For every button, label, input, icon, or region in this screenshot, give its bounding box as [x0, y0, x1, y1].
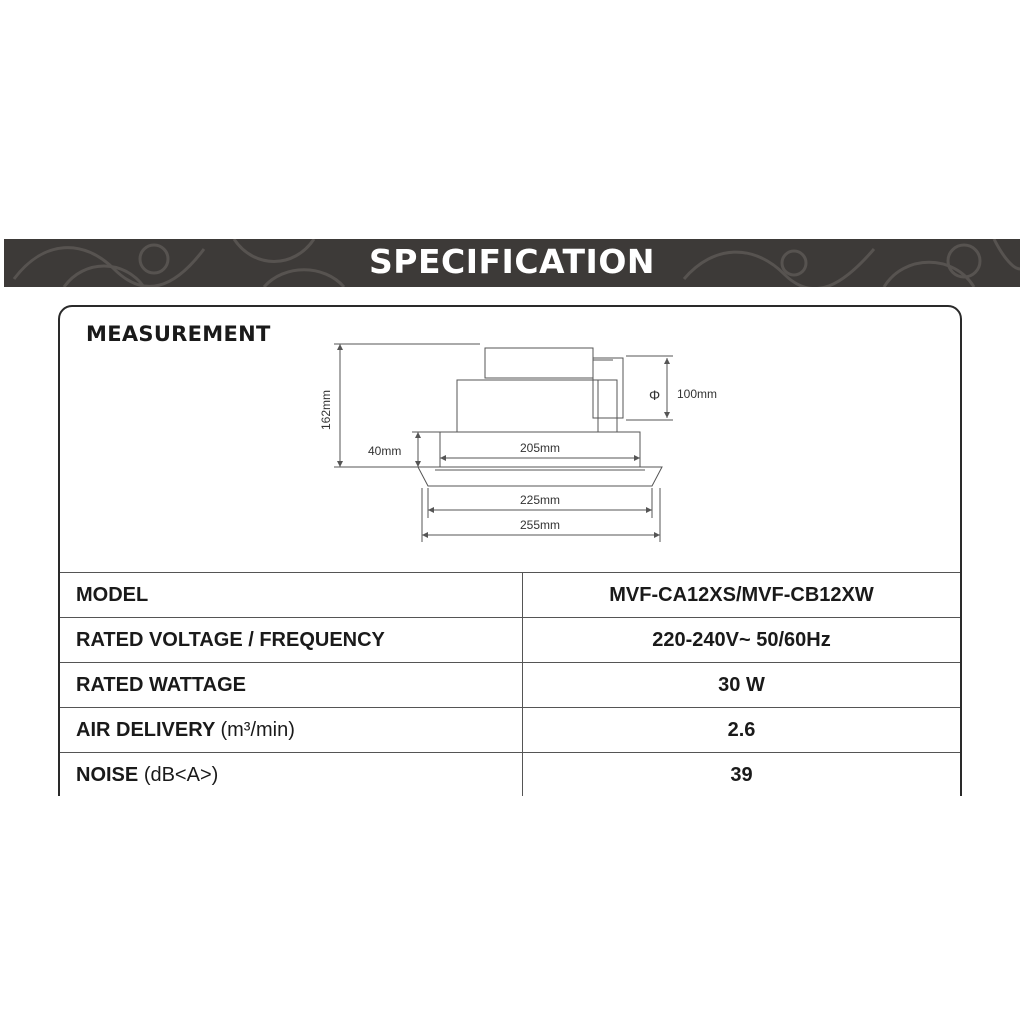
specification-banner	[4, 239, 1020, 287]
phi-symbol: Φ	[649, 387, 661, 403]
table-row	[60, 708, 960, 753]
spec-unit: (dB<A>)	[143, 763, 219, 786]
spec-label-cell	[60, 663, 523, 708]
spec-label: RATED VOLTAGE / FREQUENCY	[76, 628, 385, 651]
dim-duct-diameter: 100mm	[677, 387, 718, 401]
dim-width-grille: 225mm	[519, 493, 561, 507]
spec-label: RATED WATTAGE	[76, 673, 246, 696]
spec-label-cell	[60, 573, 523, 618]
spec-label-cell	[60, 753, 523, 798]
spec-label-cell	[60, 618, 523, 663]
image-crop-edge	[0, 796, 1024, 836]
table-row	[60, 753, 960, 798]
measurement-heading: MEASUREMENT	[86, 322, 271, 346]
spec-label: MODEL	[76, 583, 149, 606]
spec-value: 30 W	[523, 663, 961, 708]
dim-height-base: 40mm	[368, 444, 402, 458]
spec-label-cell	[60, 708, 523, 753]
spec-value: MVF-CA12XS/MVF-CB12XW	[523, 573, 961, 618]
spec-unit: (m³/min)	[220, 718, 295, 741]
spec-label: NOISE	[76, 763, 139, 786]
spec-value: 220-240V~ 50/60Hz	[523, 618, 961, 663]
fan-dimension-diagram	[300, 320, 760, 560]
table-row	[60, 573, 960, 618]
table-row	[60, 663, 960, 708]
table-row	[60, 618, 960, 663]
spec-value: 39	[523, 753, 961, 798]
spec-table	[60, 572, 960, 797]
spec-label: AIR DELIVERY	[76, 718, 215, 741]
spec-value: 2.6	[523, 708, 961, 753]
banner-title: SPECIFICATION	[369, 242, 655, 281]
dim-height-total: 162mm	[319, 389, 333, 431]
motor-housing-top	[485, 348, 593, 378]
dim-width-outer: 255mm	[519, 518, 561, 532]
dim-width-inner: 205mm	[519, 441, 561, 455]
